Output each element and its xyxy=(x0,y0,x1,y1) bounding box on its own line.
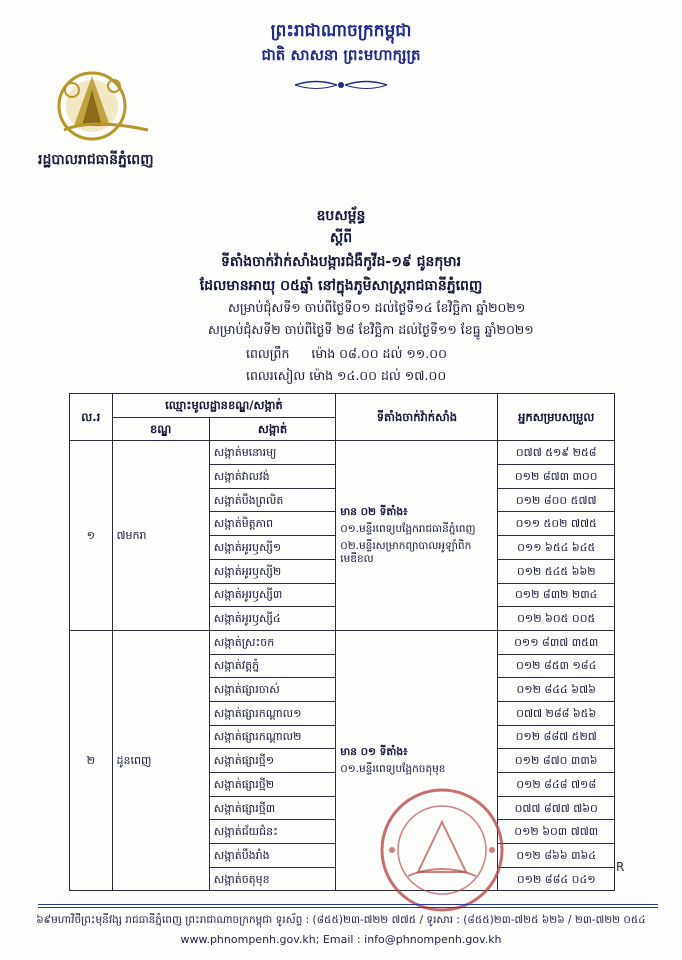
sangkat-name: សង្កាត់វត្តភ្នំ xyxy=(209,654,336,678)
sangkat-name: សង្កាត់មិត្តភាព xyxy=(209,512,336,536)
phnom-penh-emblem-icon xyxy=(52,62,156,142)
coordinator-phone: ០១២ ៨៣២ ២៣៤ xyxy=(498,583,615,607)
coordinator-phone: ០១២ ៨៥៣ ១៨៤ xyxy=(498,654,615,678)
afternoon-time: ម៉ោង ១៤.០០ ដល់ ១៧.០០ xyxy=(309,368,447,383)
kingdom-heading: ព្រះរាជាណាចក្រកម្ពុជា xyxy=(270,21,412,41)
morning-label: ពេលព្រឹក xyxy=(246,346,290,361)
coordinator-phone: ០១១ ៦៥៤ ៦៤៥ xyxy=(498,536,615,560)
subject-label: ស្តីពី xyxy=(329,230,353,246)
header-location: ទីតាំងចាក់វ៉ាក់សាំង xyxy=(336,394,498,441)
location-head: មាន ០១ ទីតាំង៖ xyxy=(340,745,408,758)
location-2: ០២.មន្ទីរសម្រាកព្យាបាលអូឡាំពិក មេឌីខល xyxy=(340,539,472,565)
round-2-dates: សម្រាប់ជុំសទី២ ចាប់ពីថ្ងៃទី ២៨ ខែវិច្ឆិកា ដល់ថ្ងៃទី១១ ខែធ្នូ ឆ្នាំ២០២១ xyxy=(208,322,534,337)
khan-name: ៧មករា xyxy=(112,441,209,631)
morning-hours xyxy=(246,346,447,365)
footer-divider-thin xyxy=(38,907,658,908)
footer-address: ៦៩មហាវិថីព្រះមុនីវង្ស រាជធានីភ្នំពេញ ព្រះរាជាណាចក្រកម្ពុជា ទូរស័ព្ទ : (៨៥៥)២៣-៧២២ ៧៧៥ / ទូរសារ : (៨៥៥)២៣-៧២៥ ៦២៦ / ២៣-៧២២ ០៥៤ xyxy=(36,914,646,926)
annex-title: ឧបសម្ព័ន្ធ xyxy=(316,208,366,224)
table-body xyxy=(70,441,615,891)
sangkat-name: សង្កាត់ផ្សារចាស់ xyxy=(209,678,336,702)
coordinator-phone: ០១២ ៨៤៨ ៧១៨ xyxy=(498,773,615,797)
vaccination-location xyxy=(336,441,498,631)
sangkat-name: សង្កាត់អូរឫស្សី២ xyxy=(209,559,336,583)
sangkat-name: សង្កាត់ចតុមុខ xyxy=(209,867,336,891)
sangkat-name: សង្កាត់ផ្សារថ្មី២ xyxy=(209,773,336,797)
official-seal-icon xyxy=(378,786,506,914)
location-head: មាន ០២ ទីតាំង៖ xyxy=(340,505,408,518)
sangkat-name: សង្កាត់បឹងរាំង xyxy=(209,844,336,868)
coordinator-phone: ០១២ ៨៨៤ ០៤១ xyxy=(498,867,615,891)
footer-website: www.phnompenh.gov.kh; Email : info@phnompenh.gov.kh xyxy=(180,933,502,946)
row-number: ២ xyxy=(70,630,113,891)
location-1: ០១.មន្ទីរពេទ្យបង្អែកចតុមុខ xyxy=(340,762,446,775)
ornament-divider-icon xyxy=(291,76,391,94)
footer-divider xyxy=(38,904,658,905)
sangkat-name: សង្កាត់ជ័យជំនះ xyxy=(209,820,336,844)
coordinator-phone: ០៧៧ ៥១៩ ២៥៨ xyxy=(498,441,615,465)
organization-name: រដ្ឋបាលរាជធានីភ្នំពេញ xyxy=(38,152,154,168)
coordinator-phone: ០១២ ៨៦៦ ៣៦៤ xyxy=(498,844,615,868)
sangkat-name: សង្កាត់មនោរម្យ xyxy=(209,441,336,465)
header-khan: ខណ្ឌ xyxy=(112,417,209,441)
coordinator-phone: ០១២ ៥៤៥ ៦៦២ xyxy=(498,559,615,583)
table-row xyxy=(70,441,615,465)
coordinator-phone: ០១២ ៨៨៧ ៥២៧ xyxy=(498,725,615,749)
sangkat-name: សង្កាត់ស្រះចក xyxy=(209,630,336,654)
subject-line-1: ទីតាំងចាក់វ៉ាក់សាំងបង្ការជំងឺកូវីដ-១៩ ជូនកុមារ xyxy=(220,254,462,270)
coordinator-phone: ០១២ ៨៧៣ ៣០០ xyxy=(498,465,615,489)
coordinator-phone: ០១២ ៦០៣ ៧៧៣ xyxy=(498,820,615,844)
sangkat-name: សង្កាត់អូរឫស្សី៣ xyxy=(209,583,336,607)
coordinator-phone: ០១២ ៨០០ ៥៧៧ xyxy=(498,488,615,512)
coordinator-phone: ០១២ ៨៤៤ ៦៧៦ xyxy=(498,678,615,702)
table-row xyxy=(70,630,615,654)
coordinator-phone: ០១២ ៦០៥ ០០៥ xyxy=(498,607,615,631)
afternoon-hours xyxy=(246,368,446,387)
round-1-dates: សម្រាប់ជុំសទី១ ចាប់ពីថ្ងៃទី០១ ដល់ថ្ងៃទី១៤ ខែវិច្ឆិកា ឆ្នាំ២០២១ xyxy=(228,300,526,315)
sangkat-name: សង្កាត់អូរឫស្សី១ xyxy=(209,536,336,560)
coordinator-phone: ០១២ ៨៧០ ៣៣៦ xyxy=(498,749,615,773)
row-number: ១ xyxy=(70,441,113,631)
vaccination-sites-table xyxy=(69,393,615,891)
coordinator-phone: ០៧៧ ២៨៨ ៦៥៦ xyxy=(498,701,615,725)
sangkat-name: សង្កាត់អូរឫស្សី៤ xyxy=(209,607,336,631)
location-1: ០១.មន្ទីរពេទ្យបង្អែករាជធានីភ្នំពេញ xyxy=(340,522,476,535)
sangkat-name: សង្កាត់វាលវង់ xyxy=(209,465,336,489)
sangkat-name: សង្កាត់ផ្សារថ្មី១ xyxy=(209,749,336,773)
sangkat-name: សង្កាត់ផ្សារកណ្តាល២ xyxy=(209,725,336,749)
sangkat-name: សង្កាត់បឹងព្រលិត xyxy=(209,488,336,512)
coordinator-phone: ០១១ ៨៣៧ ៣៥៣ xyxy=(498,630,615,654)
margin-mark: R xyxy=(616,860,625,874)
morning-time: ម៉ោង ០៨.០០ ដល់ ១១.០០ xyxy=(311,346,447,361)
khan-name: ដូនពេញ xyxy=(112,630,209,891)
motto-heading: ជាតិ សាសនា ព្រះមហាក្សត្រ xyxy=(261,46,421,64)
subject-line-2: ដែលមានអាយុ ០៥ឆ្នាំ នៅក្នុងភូមិសាស្ត្ររាជធានីភ្នំពេញ xyxy=(199,278,483,294)
coordinator-phone: ០១១ ៥០២ ៧៧៥ xyxy=(498,512,615,536)
afternoon-label: ពេលរសៀល xyxy=(246,368,306,383)
sangkat-name: សង្កាត់ផ្សារថ្មី៣ xyxy=(209,796,336,820)
coordinator-phone: ០៧៧ ៨៧៧ ៧៦០ xyxy=(498,796,615,820)
header-contact: អ្នកសម្របសម្រួល xyxy=(498,394,615,441)
header-no: ល.រ xyxy=(70,394,113,441)
header-sangkat: សង្កាត់ xyxy=(209,417,336,441)
header-unit: ឈ្មោះមូលដ្ឋានខណ្ឌ/សង្កាត់ xyxy=(112,394,336,418)
sangkat-name: សង្កាត់ផ្សារកណ្តាល១ xyxy=(209,701,336,725)
